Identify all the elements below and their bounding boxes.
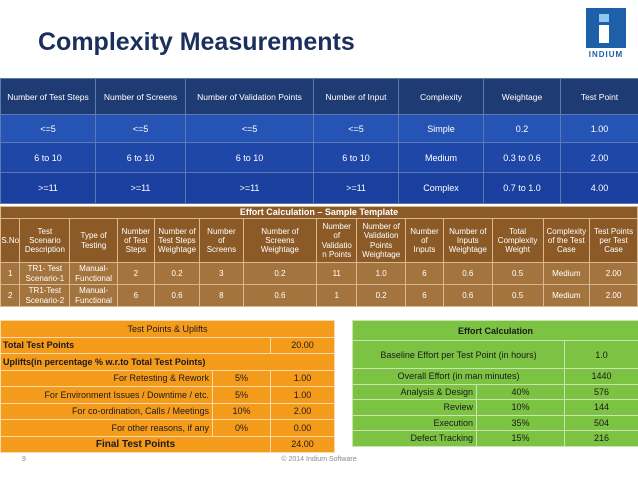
complexity-row-medium [1,143,638,173]
uplift-percent: 5% [213,370,271,387]
table-cell: TR1-Test Scenario-2 [20,285,70,307]
table-cell: 0.6 [243,285,317,307]
header-cell: Total Complexity Weight [492,219,543,263]
table-cell: 1.0 [357,263,406,285]
effort-percent: 15% [477,431,565,447]
table-cell: <=5 [1,115,96,143]
total-test-points-value: 20.00 [271,337,335,354]
complexity-table [0,78,638,204]
table-cell: 6 [406,263,444,285]
table-cell: 0.3 to 0.6 [484,143,561,173]
page-title: Complexity Measurements [38,28,355,56]
header-cell: Number of Validatio n Points [317,219,357,263]
template-row [1,285,638,307]
header-cell: Type of Testing [70,219,118,263]
header-cell: Number of Test Steps [117,219,154,263]
header-cell: Test Point [561,79,638,115]
table-cell: <=5 [186,115,314,143]
effort-row [353,400,638,416]
uplifts-caption: Test Points & Uplifts [1,321,335,338]
logo-text: INDIUM [588,50,624,59]
table-cell: 4.00 [561,173,638,204]
table-cell: 0.2 [484,115,561,143]
baseline-effort-row [353,341,638,369]
header-cell: S.No [1,219,20,263]
table-cell: 3 [200,263,243,285]
effort-value: 144 [565,400,638,416]
baseline-effort-value: 1.0 [565,341,638,369]
uplift-label: For Environment Issues / Downtime / etc. [1,387,213,404]
uplifts-caption-row [1,321,335,338]
effort-value: 216 [565,431,638,447]
uplift-header-row [1,354,335,371]
table-cell: 2 [117,263,154,285]
table-cell: 2.00 [561,143,638,173]
effort-percent: 35% [477,415,565,431]
table-cell: 2 [1,285,20,307]
uplift-header: Uplifts(in percentage % w.r.to Total Test Points) [1,354,335,371]
effort-value: 504 [565,415,638,431]
uplift-value: 1.00 [271,370,335,387]
indium-logo [580,8,632,60]
header-cell: Number of Screens [96,79,186,115]
logo-mark-icon [586,8,626,48]
header-cell: Weightage [484,79,561,115]
table-cell: Medium [543,285,590,307]
uplift-row [1,420,335,437]
table-cell: 0.2 [243,263,317,285]
effort-row [353,415,638,431]
header-cell: Test Scenario Description [20,219,70,263]
table-cell: 2.00 [590,263,638,285]
table-cell: Medium [399,143,484,173]
effort-percent: 10% [477,400,565,416]
table-cell: Manual- Functional [70,263,118,285]
complexity-row-complex [1,173,638,204]
uplift-row [1,403,335,420]
table-cell: 0.2 [154,263,199,285]
final-test-points-label: Final Test Points [1,436,271,453]
table-cell: 1 [317,285,357,307]
page-number: 9 [22,456,26,463]
uplift-value: 2.00 [271,403,335,420]
effort-value: 576 [565,384,638,400]
table-cell: 1 [1,263,20,285]
effort-row [353,384,638,400]
table-cell: Simple [399,115,484,143]
template-caption-row [1,207,638,219]
effort-caption: Effort Calculation [353,321,638,341]
final-test-points-row [1,436,335,453]
effort-percent: 40% [477,384,565,400]
effort-calculation-table [352,320,638,447]
total-test-points-row [1,337,335,354]
effort-label: Review [353,400,477,416]
effort-row [353,431,638,447]
table-cell: 0.6 [154,285,199,307]
uplift-percent: 10% [213,403,271,420]
uplift-label: For other reasons, if any [1,420,213,437]
effort-label: Defect Tracking [353,431,477,447]
copyright-footer: © 2014 Indium Software [281,456,357,463]
template-header-row [1,219,638,263]
uplift-percent: 5% [213,387,271,404]
header-cell: Number of Test Steps Weightage [154,219,199,263]
overall-effort-value: 1440 [565,369,638,385]
header-cell: Complexity of the Test Case [543,219,590,263]
table-cell: >=11 [186,173,314,204]
table-cell: 0.6 [443,263,492,285]
header-cell: Number of Inputs [406,219,444,263]
effort-label: Execution [353,415,477,431]
uplift-value: 0.00 [271,420,335,437]
table-cell: >=11 [96,173,186,204]
header-cell: Number of Input [314,79,399,115]
table-cell: >=11 [1,173,96,204]
final-test-points-value: 24.00 [271,436,335,453]
uplift-value: 1.00 [271,387,335,404]
total-test-points-label: Total Test Points [1,337,271,354]
table-cell: <=5 [314,115,399,143]
table-cell: 11 [317,263,357,285]
overall-effort-label: Overall Effort (in man minutes) [353,369,565,385]
table-cell: Manual- Functional [70,285,118,307]
template-row [1,263,638,285]
effort-caption-row [353,321,638,341]
table-cell: 6 to 10 [186,143,314,173]
header-cell: Number of Test Steps [1,79,96,115]
uplift-label: For Retesting & Rework [1,370,213,387]
header-cell: Complexity [399,79,484,115]
complexity-header-row [1,79,638,115]
header-cell: Number of Validation Points Weightage [357,219,406,263]
complexity-row-simple [1,115,638,143]
table-cell: <=5 [96,115,186,143]
template-caption: Effort Calculation – Sample Template [1,207,638,219]
table-cell: 6 [117,285,154,307]
uplift-row [1,387,335,404]
table-cell: Medium [543,263,590,285]
table-cell: 0.2 [357,285,406,307]
table-cell: 0.5 [492,263,543,285]
effort-label: Analysis & Design [353,384,477,400]
table-cell: 6 to 10 [1,143,96,173]
table-cell: 2.00 [590,285,638,307]
table-cell: TR1- Test Scenario-1 [20,263,70,285]
table-cell: 6 to 10 [96,143,186,173]
effort-template-table [0,206,638,307]
header-cell: Number of Validation Points [186,79,314,115]
header-cell: Test Points per Test Case [590,219,638,263]
table-cell: 0.5 [492,285,543,307]
table-cell: 0.6 [443,285,492,307]
overall-effort-row [353,369,638,385]
uplift-percent: 0% [213,420,271,437]
header-cell: Number of Screens Weightage [243,219,317,263]
uplift-label: For co-ordination, Calls / Meetings [1,403,213,420]
test-points-uplifts-table [0,320,335,453]
table-cell: 1.00 [561,115,638,143]
baseline-effort-label: Baseline Effort per Test Point (in hours) [353,341,565,369]
header-cell: Number of Inputs Weightage [443,219,492,263]
table-cell: >=11 [314,173,399,204]
uplift-row [1,370,335,387]
table-cell: 8 [200,285,243,307]
table-cell: 6 to 10 [314,143,399,173]
table-cell: Complex [399,173,484,204]
table-cell: 0.7 to 1.0 [484,173,561,204]
table-cell: 6 [406,285,444,307]
header-cell: Number of Screens [200,219,243,263]
